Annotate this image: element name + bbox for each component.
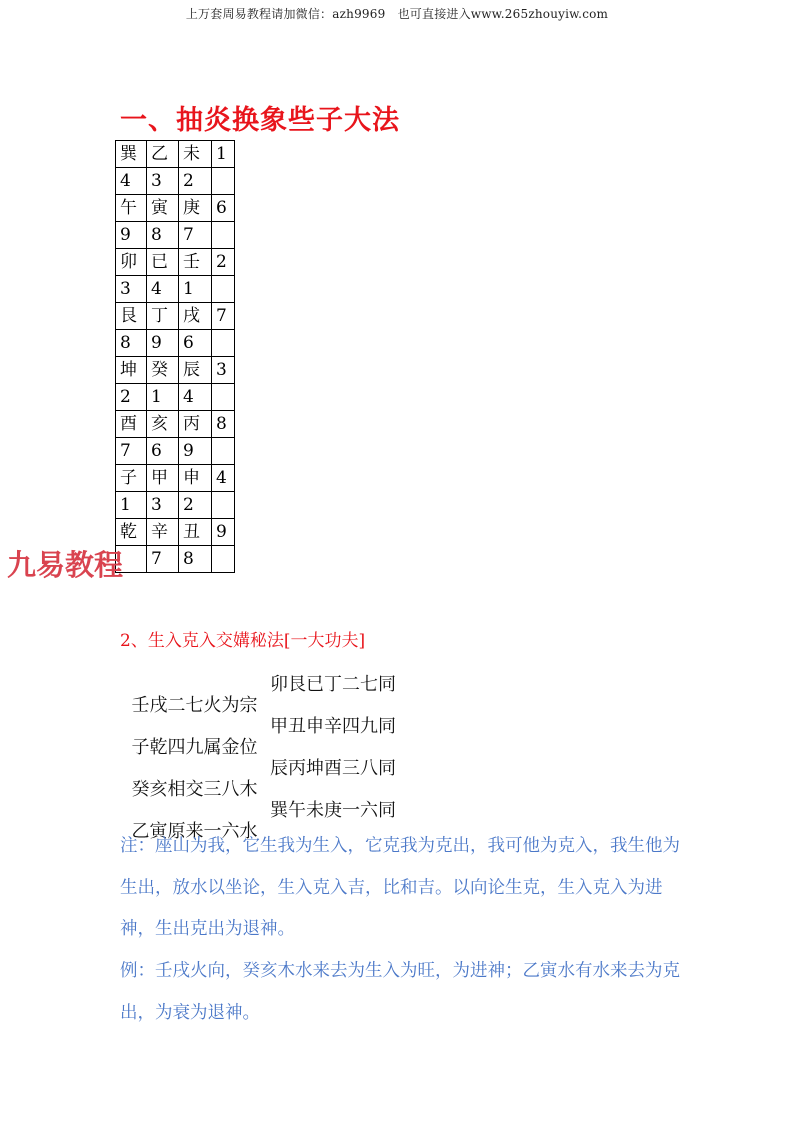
table-cell: 巽 bbox=[116, 141, 147, 168]
verse-first: 癸亥相交三八木 bbox=[131, 779, 258, 800]
table-cell bbox=[212, 330, 235, 357]
table-row bbox=[116, 222, 235, 249]
header-note: 上万套周易教程请加微信：azh9969 也可直接进入www.265zhouyiw.com bbox=[185, 7, 609, 21]
table-row bbox=[116, 492, 235, 519]
table-cell: 2 bbox=[116, 384, 147, 411]
table-cell: 寅 bbox=[147, 195, 179, 222]
table-cell: 亥 bbox=[147, 411, 179, 438]
table-row bbox=[116, 141, 235, 168]
table-cell: 2 bbox=[179, 492, 212, 519]
table-cell bbox=[212, 222, 235, 249]
table-row bbox=[116, 411, 235, 438]
table-cell: 6 bbox=[147, 438, 179, 465]
table-cell: 4 bbox=[147, 276, 179, 303]
table-cell: 6 bbox=[212, 195, 235, 222]
verse-second: 甲丑申辛四九同 bbox=[270, 716, 396, 737]
watermark-logo: 九易教程 bbox=[7, 548, 124, 582]
table-cell: 9 bbox=[147, 330, 179, 357]
table-cell: 1 bbox=[212, 141, 235, 168]
table-cell: 丑 bbox=[179, 519, 212, 546]
table-cell: 3 bbox=[147, 492, 179, 519]
table-cell bbox=[212, 546, 235, 573]
table-cell: 辛 bbox=[147, 519, 179, 546]
verse-first: 壬戌二七火为宗 bbox=[131, 695, 258, 716]
table-cell: 3 bbox=[147, 168, 179, 195]
table-cell: 乾 bbox=[116, 519, 147, 546]
table-cell: 戌 bbox=[179, 303, 212, 330]
table-cell: 6 bbox=[179, 330, 212, 357]
table-row bbox=[116, 438, 235, 465]
verse-second: 辰丙坤酉三八同 bbox=[270, 758, 396, 779]
table-cell: 未 bbox=[179, 141, 212, 168]
table-cell: 午 bbox=[116, 195, 147, 222]
table-cell: 4 bbox=[116, 168, 147, 195]
table-cell: 1 bbox=[147, 384, 179, 411]
table-cell: 9 bbox=[116, 222, 147, 249]
table-cell: 乙 bbox=[147, 141, 179, 168]
table-row bbox=[116, 195, 235, 222]
table-cell: 4 bbox=[179, 384, 212, 411]
table-cell: 8 bbox=[116, 330, 147, 357]
table-cell: 3 bbox=[212, 357, 235, 384]
table-cell: 甲 bbox=[147, 465, 179, 492]
subsection-title: 2、生入克入交媾秘法[一大功夫] bbox=[120, 631, 366, 651]
table-cell: 申 bbox=[179, 465, 212, 492]
table-row bbox=[116, 357, 235, 384]
table-row bbox=[116, 330, 235, 357]
table-row bbox=[116, 276, 235, 303]
table-cell: 1 bbox=[116, 492, 147, 519]
note-paragraph: 注：座山为我，它生我为生入，它克我为克出，我可他为克入，我生他为生出，放水以坐论，生入克入吉，比和吉。以向论生克，生入克入为进神，生出克出为退神。 bbox=[120, 836, 680, 939]
section-title: 一、抽炎换象些子大法 bbox=[120, 105, 400, 136]
table-cell: 辰 bbox=[179, 357, 212, 384]
table-cell: 7 bbox=[116, 438, 147, 465]
table-cell: 7 bbox=[179, 222, 212, 249]
table-cell bbox=[212, 384, 235, 411]
table-cell: 2 bbox=[179, 168, 212, 195]
table-cell: 8 bbox=[179, 546, 212, 573]
table-row bbox=[116, 249, 235, 276]
table-cell: 7 bbox=[147, 546, 179, 573]
table-cell: 9 bbox=[179, 438, 212, 465]
table-cell: 8 bbox=[147, 222, 179, 249]
table-cell: 1 bbox=[179, 276, 212, 303]
table-row bbox=[116, 168, 235, 195]
verse-second: 卯艮已丁二七同 bbox=[270, 674, 396, 695]
table-cell: 癸 bbox=[147, 357, 179, 384]
table-cell: 坤 bbox=[116, 357, 147, 384]
table-cell bbox=[212, 492, 235, 519]
table-cell: 4 bbox=[212, 465, 235, 492]
table-row bbox=[116, 519, 235, 546]
table-cell: 壬 bbox=[179, 249, 212, 276]
table-cell: 8 bbox=[212, 411, 235, 438]
table-cell: 9 bbox=[212, 519, 235, 546]
table-cell bbox=[212, 438, 235, 465]
verse-first: 子乾四九属金位 bbox=[131, 737, 258, 758]
table-cell: 丁 bbox=[147, 303, 179, 330]
table-cell: 2 bbox=[212, 249, 235, 276]
trigram-table bbox=[115, 140, 235, 573]
table-cell: 3 bbox=[116, 276, 147, 303]
table-cell bbox=[212, 168, 235, 195]
table-row bbox=[116, 303, 235, 330]
example-paragraph: 例：壬戌火向，癸亥木水来去为生入为旺，为进神；乙寅水有水来去为克出，为衰为退神。 bbox=[120, 961, 680, 1023]
verse-first: 乙寅原来一六水 bbox=[131, 821, 258, 842]
table-cell: 7 bbox=[212, 303, 235, 330]
table-row bbox=[116, 465, 235, 492]
table-cell: 已 bbox=[147, 249, 179, 276]
table-cell bbox=[212, 276, 235, 303]
table-cell: 酉 bbox=[116, 411, 147, 438]
table-row bbox=[116, 546, 235, 573]
verse-second: 巽午未庚一六同 bbox=[270, 800, 396, 821]
table-cell: 卯 bbox=[116, 249, 147, 276]
table-row bbox=[116, 384, 235, 411]
table-cell: 艮 bbox=[116, 303, 147, 330]
table-cell: 子 bbox=[116, 465, 147, 492]
table-cell: 丙 bbox=[179, 411, 212, 438]
table-cell: 庚 bbox=[179, 195, 212, 222]
